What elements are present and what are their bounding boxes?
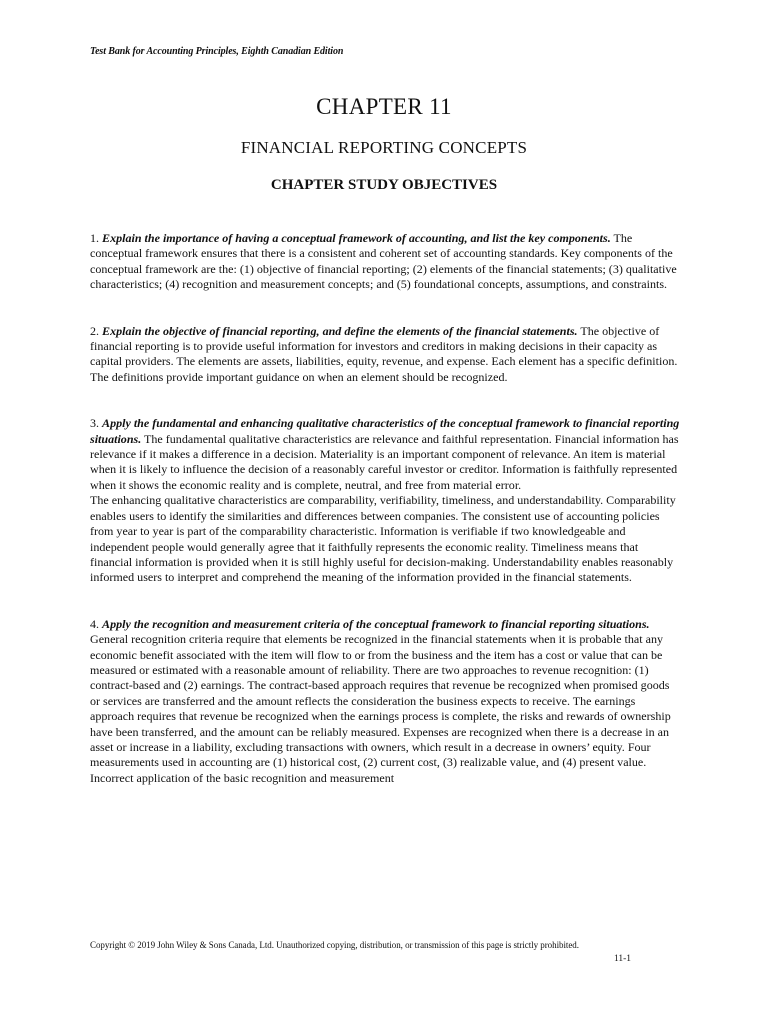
objective-heading: Explain the importance of having a conceptual framework of accounting, and list the key components. — [102, 231, 611, 245]
chapter-number: CHAPTER 11 — [316, 94, 452, 119]
objective-number: 4. — [90, 616, 103, 631]
copyright-notice: Copyright © 2019 John Wiley & Sons Canada, Ltd. Unauthorized copying, distribution, or transmission of this page is strictly prohibited. — [90, 940, 579, 950]
objective-item-3 — [90, 416, 682, 585]
objectives-heading: CHAPTER STUDY OBJECTIVES — [270, 177, 498, 193]
objective-paragraph — [90, 231, 682, 293]
objective-text: The conceptual framework ensures that there is a consistent and coherent set of accounting standards. Key components of the conceptual framework are the: (1) objective of financial reporting; (2) elements of the financial statements; (3) qualitative characteristics; (4) recognition and measurement concepts; and (5) foundational concepts, assumptions, and constraints. — [90, 231, 677, 292]
objective-text: The objective of financial reporting is to provide useful information for investors and creditors in making decisions in their capacity as capital providers. The elements are assets, liabilities, equity, revenue, and expense. Each element has a specific definition. The definitions provide important guidance on when an element should be recognized. — [90, 323, 678, 384]
objective-item-2 — [90, 324, 682, 386]
chapter-title: FINANCIAL REPORTING CONCEPTS — [240, 138, 528, 157]
page-number: 11-1 — [614, 954, 632, 964]
objective-heading: Explain the objective of financial reporting, and define the elements of the financial statements. — [102, 323, 578, 338]
objective-text: The fundamental qualitative characteristics are relevance and faithful representation. Financial information has relevance if it makes a difference in a decision. Materiality is an important component of relevance. An item is material when it is likely to influence the decision of a reasonably careful investor or creditor. Information is faithfully represented when it shows the economic reality and is complete, neutral, and free from material error. — [90, 431, 679, 492]
objective-number: 2. — [90, 323, 103, 338]
objective-number: 3. — [90, 416, 103, 431]
objective-paragraph — [90, 617, 682, 786]
objective-paragraph — [90, 416, 682, 493]
objective-number: 1. — [90, 231, 103, 245]
running-header: Test Bank for Accounting Principles, Eighth Canadian Edition — [90, 46, 344, 57]
objective-heading: Apply the recognition and measurement criteria of the conceptual framework to financial reporting situations. — [102, 616, 650, 631]
objective-item-4 — [90, 617, 682, 786]
objective-heading: Apply the fundamental and enhancing qualitative characteristics of the conceptual framework to financial reporting situations. — [90, 416, 680, 446]
objective-item-1 — [90, 231, 682, 293]
objectives-list — [90, 231, 682, 817]
objective-continuation: The enhancing qualitative characteristics are comparability, verifiability, timeliness, and understandability. Comparability enables users to identify the similarities and differences between companies. The consistent use of accounting policies from year to year is part of the comparability characteristic. Information is verifiable if two knowledgeable and independent people would generally agree that it faithfully represents the economic reality. Timeliness means that financial information is provided when it is still highly useful for decision-making. Understandability enables reasonably informed users to interpret and comprehend the meaning of the information provided in the financial statements. — [90, 493, 676, 585]
objective-text: General recognition criteria require that elements be recognized in the financial statements when it is probable that any economic benefit associated with the item will flow to or from the business and the item has a cost or value that can be measured or estimated with a reasonable amount of reliability. There are two approaches to revenue recognition: (1) contract-based and (2) earnings. The contract-based approach requires that revenue be recognized when promised goods or services are transferred and the amount reflects the consideration the business expects to receive. The earnings approach requires that revenue be recognized when the earnings process is complete, the risks and rewards of ownership have been transferred, and the amount can be reliably measured. Expenses are recognized when there is a decrease in an asset or increase in a liability, excluding transactions with owners, which result in a decrease in owners’ equity. Four measurements used in accounting are (1) historical cost, (2) current cost, (3) realizable value, and (4) present value. Incorrect application of the basic recognition and measurement — [90, 632, 671, 785]
objective-paragraph — [90, 324, 682, 386]
